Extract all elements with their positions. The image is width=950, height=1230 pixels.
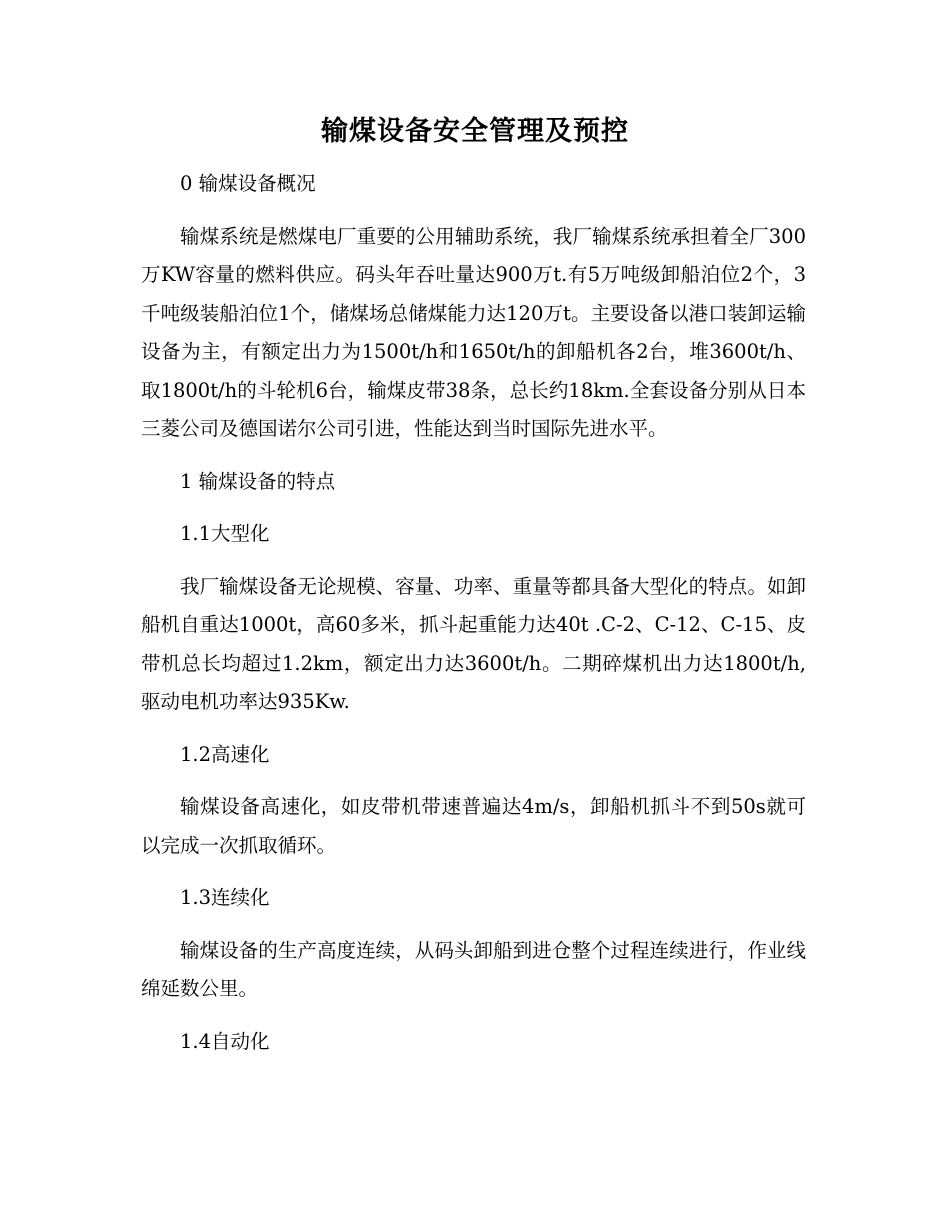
section-heading-features: 1 输煤设备的特点 xyxy=(180,469,336,493)
subsection-heading-high-speed: 1.2高速化 xyxy=(180,742,270,766)
document-title: 输煤设备安全管理及预控 xyxy=(321,116,629,147)
paragraph-continuous: 输煤设备的生产高度连续，从码头卸船到进仓整个过程连续进行，作业线绵延数公里。 xyxy=(141,938,806,1000)
subsection-heading-continuous: 1.3连续化 xyxy=(180,886,270,909)
paragraph-overview: 输煤系统是燃煤电厂重要的公用辅助系统，我厂输煤系统承担着全厂300万KW容量的燃料供应。码头年吞吐量达900万t.有5万吨级卸船泊位2个，3千吨级装船泊位1个，储煤场总储煤能力达120万t。主要设备以港口装卸运输设备为主，有额定出力为1500t/h和1650t/h的卸船机各2台，堆3600t/h、取1800t/h的斗轮机6台，输煤皮带38条，总长约18km.全套设备分别从日本三菱公司及德国诺尔公司引进，性能达到当时国际先进水平。 xyxy=(141,224,806,440)
paragraph-large-scale: 我厂输煤设备无论规模、容量、功率、重量等都具备大型化的特点。如卸船机自重达1000t，高60多米，抓斗起重能力达40t .C-2、C-12、C-15、皮带机总长均超过1.2km，额定出力达3600t/h。二期碎煤机出力达1800t/h,驱动电机功率达935Kw. xyxy=(141,574,806,713)
subsection-heading-large-scale: 1.1大型化 xyxy=(180,522,270,545)
section-heading-overview: 0 输煤设备概况 xyxy=(180,172,316,195)
document-body xyxy=(141,165,806,1075)
subsection-heading-automation: 1.4自动化 xyxy=(180,1029,270,1053)
paragraph-high-speed: 输煤设备高速化，如皮带机带速普遍达4m/s，卸船机抓斗不到50s就可以完成一次抓取循环。 xyxy=(141,795,806,857)
